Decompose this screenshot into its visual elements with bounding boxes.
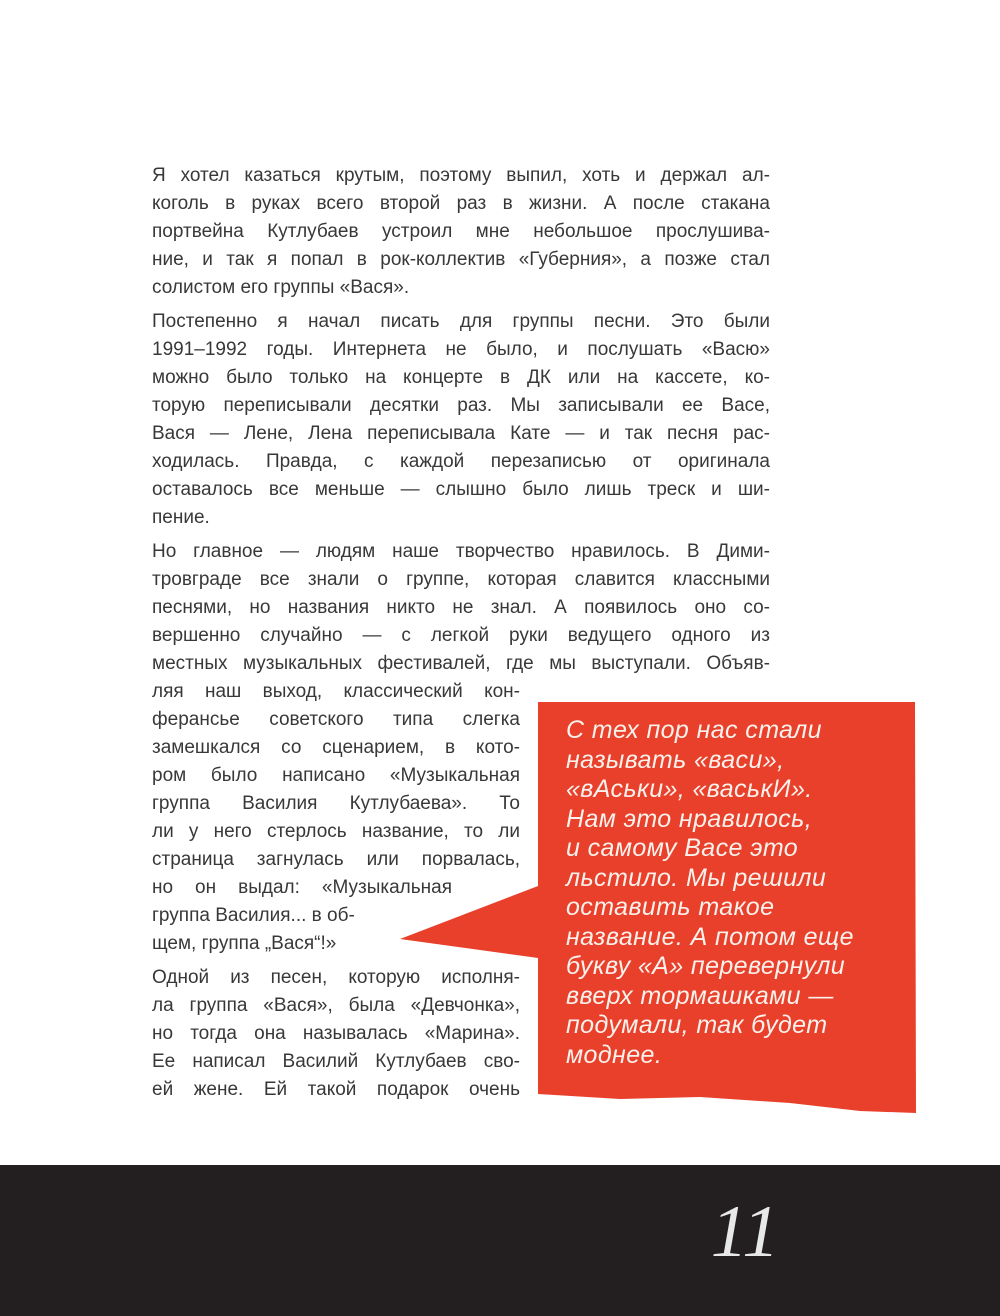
text-line: Нам это нравилось, [566, 804, 813, 833]
text-line: ходилась. Правда, с каждой перезаписью от оригинала [152, 451, 770, 472]
text-line: портвейна Кутлубаев устроил мне небольшое прослушива- [152, 221, 770, 242]
text-line: группа Василия Кутлубаева». То [152, 793, 520, 814]
text-line: но тогда она называлась «Марина». [152, 1023, 520, 1044]
text-line: местных музыкальных фестивалей, где мы выступали. Объяв- [152, 653, 770, 674]
text-line: моднее. [566, 1040, 663, 1069]
text-line: ли у него стерлось название, то ли [152, 821, 520, 842]
text-line: Постепенно я начал писать для группы песни. Это были [152, 311, 770, 332]
text-line: букву «А» перевернули [566, 952, 846, 980]
text-line: Но главное — людям наше творчество нравилось. В Дими- [152, 541, 770, 562]
text-line: подумали, так будет [566, 1011, 828, 1039]
text-line: пение. [152, 507, 210, 528]
text-line: но он выдал: «Музыкальная [152, 877, 452, 898]
text-line: тровграде все знали о группе, которая славится классными [152, 569, 770, 590]
speech-bubble-text [566, 716, 906, 1070]
text-line: ром было написано «Музыкальная [152, 765, 520, 786]
footer-band [0, 1165, 1000, 1316]
text-line: ла группа «Вася», была «Девчонка», [152, 995, 520, 1016]
text-line: Вася — Лене, Лена переписывала Кате — и так песня рас- [152, 423, 770, 444]
text-line: можно было только на концерте в ДК или на кассете, ко- [152, 367, 770, 388]
text-line: вверх тормашками — [566, 981, 834, 1010]
text-line: коголь в руках всего второй раз в жизни. А после стакана [152, 193, 770, 214]
text-line: С тех пор нас стали [566, 716, 822, 744]
page-number: 11 [710, 1191, 780, 1273]
text-line: и самому Васе это [566, 834, 799, 862]
text-line: Я хотел казаться крутым, поэтому выпил, хоть и держал ал- [152, 165, 770, 186]
text-line: солистом его группы «Вася». [152, 277, 410, 298]
text-line: страница загнулась или порвалась, [152, 849, 520, 870]
text-line: Ее написал Василий Кутлубаев сво- [152, 1051, 520, 1072]
text-line: 1991–1992 годы. Интернета не было, и послушать «Васю» [152, 339, 770, 360]
text-line: песнями, но названия никто не знал. А появилось оно со- [152, 597, 770, 618]
text-line: торую переписывали десятки раз. Мы записывали ее Васе, [152, 395, 770, 416]
body-paragraph-2 [152, 308, 770, 532]
text-line: группа Василия... в об- [152, 905, 355, 926]
text-line: вершенно случайно — с легкой руки ведущего одного из [152, 625, 770, 646]
text-line: ей жене. Ей такой подарок очень [152, 1079, 520, 1100]
text-line: льстило. Мы решили [566, 863, 827, 892]
text-line: называть «васи», [566, 745, 785, 774]
text-line: замешкался со сценарием, в кото- [152, 737, 520, 758]
text-line: ляя наш выход, классический кон- [152, 681, 520, 702]
text-line: ние, и так я попал в рок-коллектив «Губерния», а позже стал [152, 249, 770, 270]
text-line: название. А потом еще [566, 922, 854, 951]
body-paragraph-1 [152, 162, 770, 302]
text-line: ферансье советского типа слегка [152, 709, 520, 730]
text-line: оставалось все меньше — слышно было лишь треск и ши- [152, 479, 770, 500]
text-line: оставить такое [566, 893, 775, 921]
text-line: «вАськи», «васькИ». [566, 775, 813, 803]
text-line: Одной из песен, которую исполня- [152, 967, 520, 988]
body-paragraph-3-fullwidth [152, 538, 770, 678]
text-line: щем, группа „Вася“!» [152, 933, 337, 954]
